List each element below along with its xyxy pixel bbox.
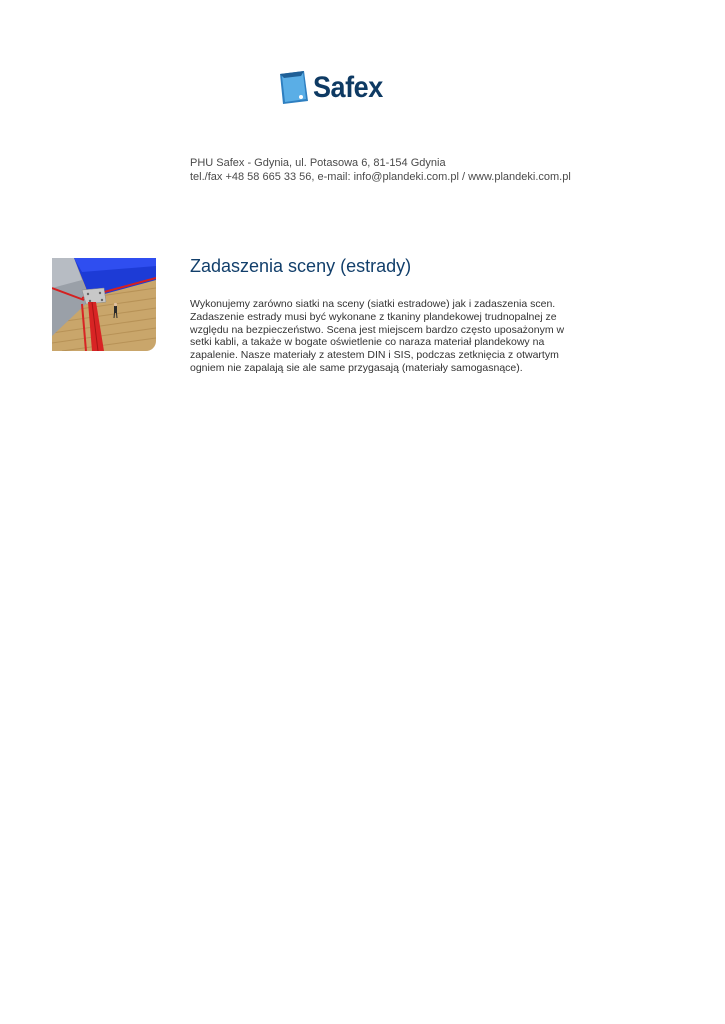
contact-phone-email: tel./fax +48 58 665 33 56, e-mail: info@plandeki.com.pl / www.plandeki.com.pl <box>190 171 571 183</box>
page-title: Zadaszenia sceny (estrady) <box>190 256 412 276</box>
article-body: Wykonujemy zarówno siatki na sceny (siatki estradowe) jak i zadaszenia scen. Zadaszenie estrady musi być wykonane z tkaniny plandekowej trudnopalnej ze względu na bezpieczeństwo. Scena jest miejscem bardzo często uposażonym w setki kabli, a takaże w bogate oświetlenie co naraza materiał plandekowy na zapalenie. Nasze materiały z atestem DIN i SIS, podczas zetknięcia z otwartym ogniem nie zapalają sie ale same przygasają (materiały samogasnące). <box>190 298 565 374</box>
logo-text: Safex <box>313 71 383 104</box>
logo-mark-icon <box>278 70 310 106</box>
stage-roof-image <box>52 258 156 351</box>
contact-address: PHU Safex - Gdynia, ul. Potasowa 6, 81-154 Gdynia <box>190 157 446 169</box>
contact-info <box>190 156 571 184</box>
safex-logo <box>278 70 388 108</box>
